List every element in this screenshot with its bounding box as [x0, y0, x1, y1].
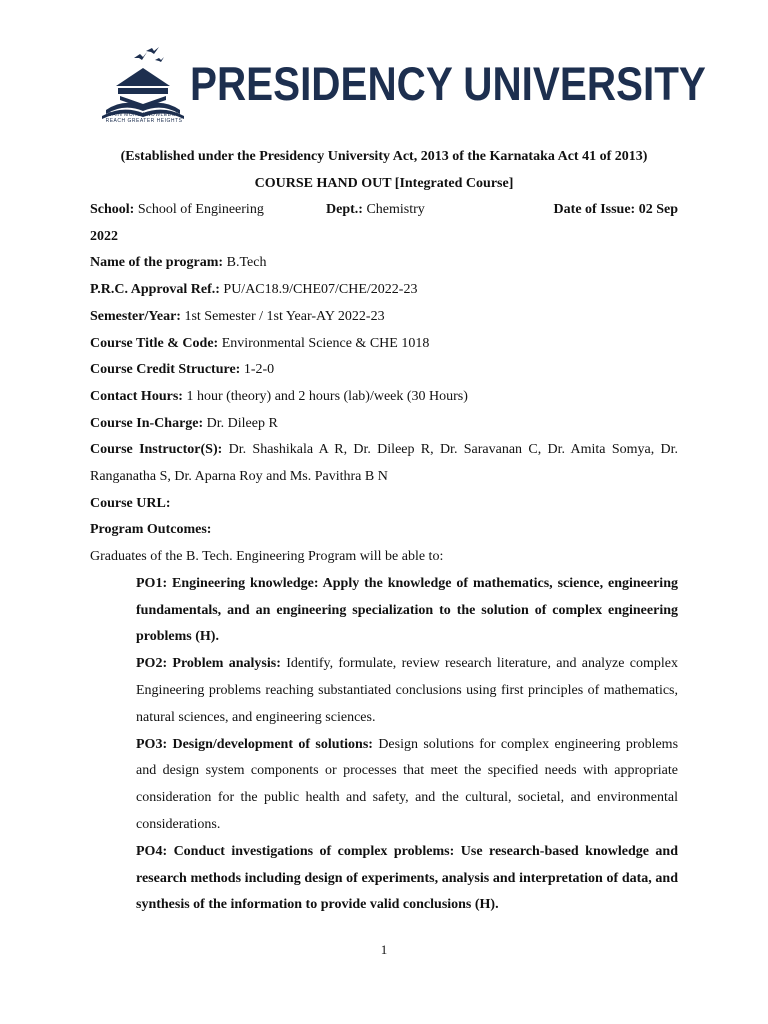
page-number: 1 [380, 942, 388, 957]
program-outcomes-heading: Program Outcomes: [90, 522, 212, 538]
prc-label: P.R.C. Approval Ref.: [90, 282, 220, 298]
po2-item [136, 651, 678, 731]
incharge-label: Course In-Charge: [90, 415, 204, 431]
page-header [100, 42, 706, 132]
course-url-label: Course URL: [90, 495, 171, 511]
school-label: School: [90, 202, 135, 217]
incharge-value: Dr. Dileep R [206, 415, 278, 431]
date-issue-label: Date of Issue: [553, 202, 636, 217]
contact-hours-label: Contact Hours: [90, 388, 183, 404]
program-outcomes-list [90, 571, 678, 919]
prc-value: PU/AC18.9/CHE07/CHE/2022-23 [223, 282, 418, 298]
date-issue-value: 02 Sep [638, 202, 678, 217]
dept-label: Dept.: [326, 202, 363, 217]
program-value: B.Tech [226, 255, 267, 271]
course-title-label: Course Title & Code: [90, 335, 219, 351]
credit-value: 1-2-0 [243, 362, 275, 378]
po3-label: PO3: Design/development of solutions: [136, 736, 373, 752]
university-wordmark: PRESIDENCY UNIVERSITY [190, 57, 706, 110]
date-issue-year: 2022 [90, 228, 118, 244]
credit-label: Course Credit Structure: [90, 362, 241, 378]
instructors-label: Course Instructor(S): [90, 442, 223, 458]
semester-label: Semester/Year: [90, 308, 181, 324]
dept-value: Chemistry [366, 202, 425, 217]
doc-title: COURSE HAND OUT [Integrated Course] [254, 176, 514, 191]
established-line: (Established under the Presidency University Act, 2013 of the Karnataka Act 41 of 2013) [120, 149, 648, 164]
semester-value: 1st Semester / 1st Year-AY 2022-23 [184, 308, 385, 324]
school-dept-date-row [90, 197, 678, 224]
contact-hours-value: 1 hour (theory) and 2 hours (lab)/week (30 Hours) [186, 388, 468, 404]
graduates-intro: Graduates of the B. Tech. Engineering Program will be able to: [90, 549, 444, 565]
school-value: School of Engineering [137, 202, 264, 217]
po1-text: PO1: Engineering knowledge: Apply the knowledge of mathematics, science, engineering fundamentals, and an engineering specialization to the solution of complex engineering problems (H). [136, 575, 678, 645]
po2-label: PO2: Problem analysis: [136, 656, 281, 672]
program-label: Name of the program: [90, 255, 224, 271]
document-body [90, 143, 678, 919]
po4-text: PO4: Conduct investigations of complex problems: Use research-based knowledge and research methods including design of experiments, analysis and interpretation of data, and synthesis of the information to provide valid conclusions (H). [136, 843, 678, 913]
po2-text: Identify, formulate, review research literature, and analyze complex Engineering problems reaching substantiated conclusions using first principles of mathematics, natural sciences, and engineering sciences. [136, 656, 678, 725]
po3-text: Design solutions for complex engineering problems and design system components or processes that meet the specified needs with appropriate consideration for the public health and safety, and the cultural, societal, and environmental considerations. [136, 736, 679, 833]
instructors-value: Dr. Shashikala A R, Dr. Dileep R, Dr. Saravanan C, Dr. Amita Somya, Dr. Ranganatha S, Dr. Aparna Roy and Ms. Pavithra B N [90, 442, 679, 485]
logo-tagline: GAIN MORE KNOWLEDGE REACH GREATER HEIGHTS [105, 112, 183, 124]
course-title-value: Environmental Science & CHE 1018 [221, 335, 430, 351]
po3-item [136, 732, 678, 839]
